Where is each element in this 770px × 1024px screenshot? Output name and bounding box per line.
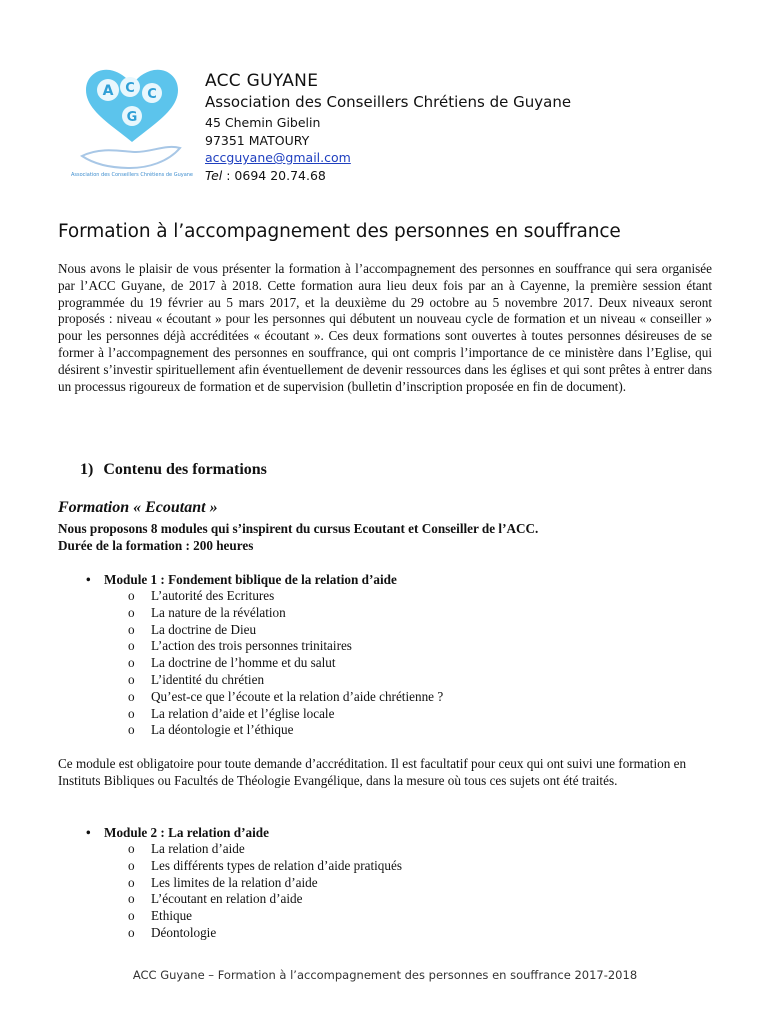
logo-caption: Association des Conseillers Chrétiens de Guyane [70, 172, 194, 178]
module-1-list [86, 588, 443, 739]
sub-bullet: o [128, 924, 135, 940]
bullet: • [86, 825, 91, 840]
email-link[interactable]: accguyane@gmail.com [205, 150, 351, 165]
section-title: Contenu des formations [103, 461, 267, 478]
sub-bullet: o [128, 688, 135, 704]
module-2 [86, 824, 402, 942]
list-item-text: Déontologie [151, 924, 217, 940]
bullet: • [86, 572, 91, 587]
sub-bullet: o [128, 857, 135, 873]
module-2-heading [86, 824, 402, 841]
sub-bullet: o [128, 638, 135, 654]
org-header [205, 70, 571, 184]
modules-line: Nous proposons 8 modules qui s’inspirent du cursus Ecoutant et Conseiller de l’ACC. [58, 521, 539, 536]
module-2-list [86, 841, 402, 942]
sub-bullet: o [128, 655, 135, 671]
list-item-text: La relation d’aide et l’église locale [151, 705, 335, 721]
list-item-text: La doctrine de l’homme et du salut [151, 655, 336, 671]
logo-letter-c2: C [147, 87, 157, 102]
list-item-text: L’identité du chrétien [151, 671, 265, 687]
heart-hand-icon [70, 60, 194, 180]
list-item [86, 605, 443, 622]
duration-line: Durée de la formation : 200 heures [58, 537, 254, 553]
logo-letter-g: G [126, 110, 138, 125]
sub-bullet: o [128, 621, 135, 637]
list-item-text: L’écoutant en relation d’aide [151, 891, 303, 907]
list-item [86, 841, 402, 858]
list-item [86, 622, 443, 639]
list-item [86, 858, 402, 875]
list-item-text: L’autorité des Ecritures [151, 588, 275, 603]
sub-bullet: o [128, 671, 135, 687]
module-2-title: Module 2 : La relation d’aide [104, 825, 269, 840]
module-note: Ce module est obligatoire pour toute demande d’accréditation. Il est facultatif pour ceux qui ont suivi une formation en Instituts Bibliques ou Facultés de Théologie Evangélique, dans la mesure où tous ces sujets ont été traités. [58, 756, 687, 788]
list-item [86, 638, 443, 655]
formation-summary [58, 521, 538, 554]
list-item-text: Les différents types de relation d’aide pratiqués [151, 857, 402, 873]
list-item [86, 672, 443, 689]
list-item [86, 655, 443, 672]
address-city: 97351 MATOURY [205, 132, 310, 148]
sub-bullet: o [128, 588, 135, 603]
module-1-title: Module 1 : Fondement biblique de la relation d’aide [104, 572, 397, 587]
list-item-text: Les limites de la relation d’aide [151, 874, 318, 890]
sub-bullet: o [128, 722, 135, 738]
list-item-text: La relation d’aide [151, 841, 245, 856]
formation-title: Formation « Ecoutant » [58, 499, 218, 516]
list-item-text: L’action des trois personnes trinitaires [151, 638, 352, 654]
list-item [86, 689, 443, 706]
sub-bullet: o [128, 891, 135, 907]
list-item [86, 875, 402, 892]
phone-line [205, 167, 571, 185]
list-item [86, 908, 402, 925]
tel-value: : 0694 20.74.68 [226, 167, 326, 183]
address-street: 45 Chemin Gibelin [205, 115, 321, 130]
sub-bullet: o [128, 841, 135, 856]
section-heading [80, 461, 267, 479]
page-footer: ACC Guyane – Formation à l’accompagnement des personnes en souffrance 2017-2018 [132, 968, 638, 982]
list-item-text: La doctrine de Dieu [151, 621, 257, 637]
list-item [86, 706, 443, 723]
list-item-text: Ethique [151, 908, 193, 924]
section-number: 1) [80, 461, 94, 478]
hand-shape [82, 147, 180, 168]
module-1 [86, 571, 443, 739]
list-item-text: La déontologie et l’éthique [151, 722, 294, 738]
list-item [86, 891, 402, 908]
sub-bullet: o [128, 705, 135, 721]
list-item [86, 925, 402, 942]
list-item [86, 588, 443, 605]
sub-bullet: o [128, 874, 135, 890]
list-item [86, 722, 443, 739]
acc-logo [70, 60, 194, 180]
logo-letter-a: A [102, 83, 114, 99]
module-1-heading [86, 571, 443, 588]
logo-letter-c1: C [125, 81, 135, 96]
list-item-text: La nature de la révélation [151, 604, 286, 620]
org-name: ACC GUYANE [205, 71, 319, 91]
intro-paragraph: Nous avons le plaisir de vous présenter la formation à l’accompagnement des personnes en souffrance qui sera organisée par l’ACC Guyane, de 2017 à 2018. Cette formation aura lieu deux fois par an à Cayenne, la première session étant programmée du 19 février au 5 mars 2017, et la deuxième du 29 octobre au 5 novembre 2017. Deux niveaux seront proposés : niveau « écoutant » pour les personnes qui débutent un nouveau cycle de formation et un niveau « conseiller » pour les personnes déjà accréditées « écoutant ». Ces deux formations sont ouvertes à toutes personnes désireuses de se former à l’accompagnement des personnes en souffrance, qui ont compris l’importance de ce ministère dans l’Eglise, qui désirent s’investir spirituellement afin éventuellement de devenir ressources dans les églises et qui sont prêtes à entrer dans un processus rigoureux de formation et de supervision (bulletin d’inscription proposée en fin de document). [58, 261, 712, 394]
tel-label: Tel [205, 167, 223, 183]
sub-bullet: o [128, 604, 135, 620]
list-item-text: Qu’est-ce que l’écoute et la relation d’aide chrétienne ? [151, 688, 444, 704]
document-title: Formation à l’accompagnement des personnes en souffrance [58, 221, 621, 242]
org-full-name: Association des Conseillers Chrétiens de Guyane [205, 93, 572, 111]
sub-bullet: o [128, 908, 135, 924]
